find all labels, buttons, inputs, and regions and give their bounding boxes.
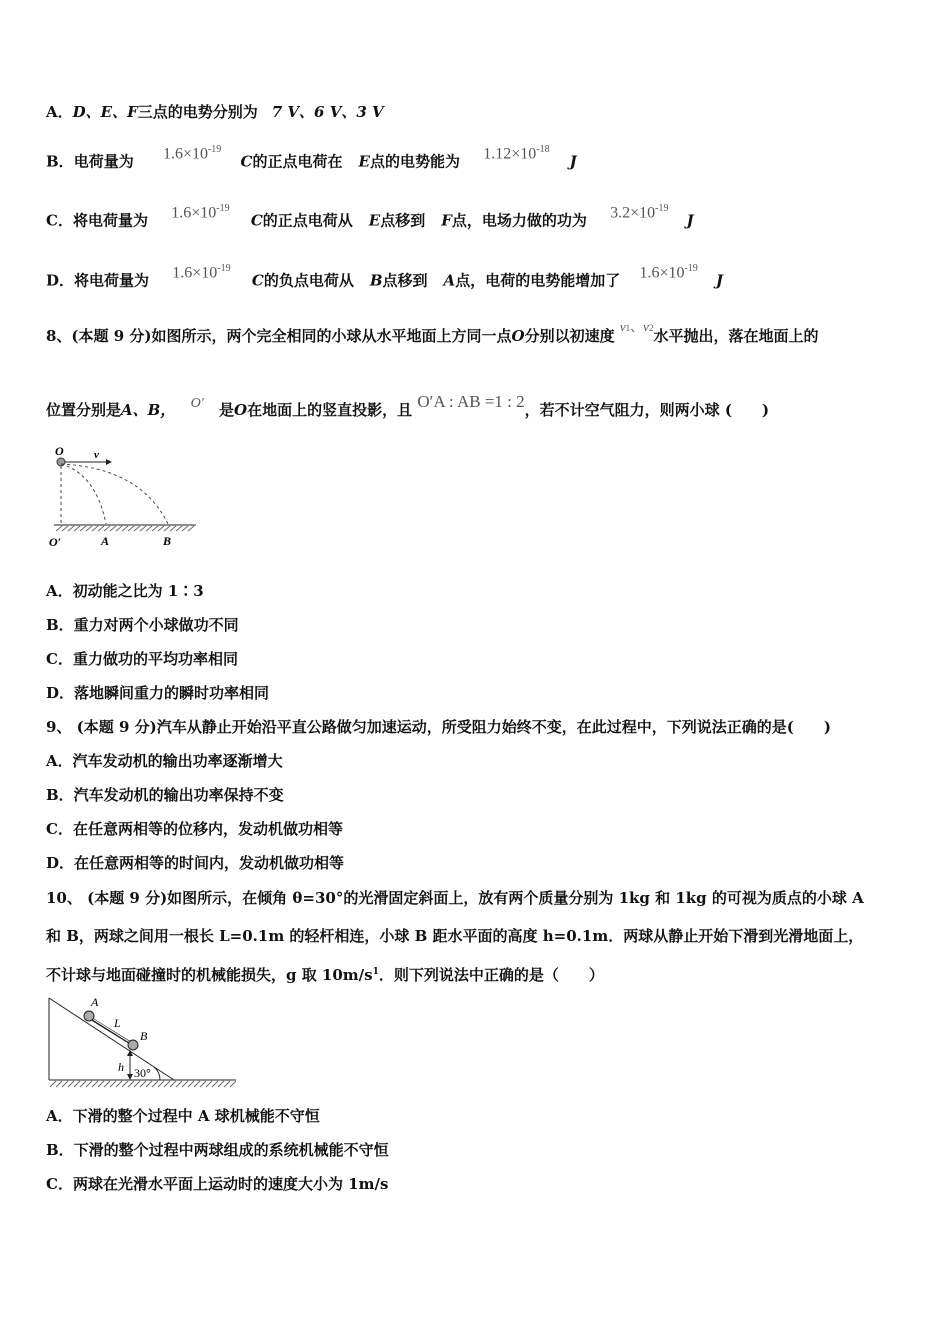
charge-value: $1.6\times 10^{-19}$: [162, 144, 222, 163]
label-ball-b: B: [140, 1029, 148, 1043]
q7-option-d: D．将电荷量为 $1.6\times 10^{-19}$ C的负点电荷从 B点移到 A点，电荷的电势能增加了 $1.6\times 10^{-19}J$: [46, 267, 723, 291]
label-angle: 30°: [134, 1066, 151, 1080]
charge-value: $1.6\times 10^{-19}$: [171, 203, 230, 222]
q9-stem: 9、 (本题 9 分)汽车从静止开始沿平直公路做匀加速运动，所受阻力始终不变，在此过程中，下列说法正确的是( ): [46, 718, 831, 736]
q8-option-b: B．重力对两个小球做功不同: [46, 616, 239, 634]
q10-option-c: C．两球在光滑水平面上运动时的速度大小为 1m/s: [46, 1175, 389, 1193]
ratio-expression: O′A : AB =1 : 2: [417, 392, 525, 411]
label-height-h: h: [118, 1060, 124, 1074]
velocity-arrowhead: [106, 459, 112, 465]
label-b: B: [163, 534, 172, 548]
v2-symbol: v2: [643, 319, 654, 334]
trajectory-a: [61, 464, 106, 524]
v1-symbol: v1: [619, 319, 631, 334]
label-v: v: [94, 449, 99, 461]
label-o-prime: O′: [49, 535, 62, 549]
trajectory-b: [61, 464, 168, 524]
work-value: $3.2\times 10^{-19}$: [610, 203, 669, 222]
label-rod-l: L: [114, 1016, 121, 1030]
label-o: O: [55, 444, 64, 458]
q9-option-c: C．在任意两相等的位移内，发动机做功相等: [46, 820, 343, 838]
q7-option-b: B．电荷量为 $1.6\times 10^{-19}$ C的正点电荷在 E点的电势能为 $1.12\times 10^{-18}J$: [46, 148, 577, 172]
q10-stem-line2: 和 B，两球之间用一根长 L=0.1m 的轻杆相连，小球 B 距水平面的高度 h=0.1m．两球从静止开始下滑到光滑地面上，: [46, 927, 864, 945]
q9-option-d: D．在任意两相等的时间内，发动机做功相等: [46, 854, 345, 872]
q10-option-a: A．下滑的整个过程中 A 球机械能不守恒: [46, 1107, 320, 1125]
q9-option-a: A．汽车发动机的输出功率逐渐增大: [46, 752, 283, 770]
energy-value: $1.12\times 10^{-18}$: [483, 144, 550, 163]
q9-option-b: B．汽车发动机的输出功率保持不变: [46, 786, 284, 804]
ball-a: [84, 1011, 94, 1021]
label-a: A: [101, 534, 110, 548]
q10-stem-line1: 10、 (本题 9 分)如图所示，在倾角 θ=30°的光滑固定斜面上，放有两个质量分别为 1kg 和 1kg 的可视为质点的小球 A: [46, 889, 864, 907]
q7-option-c: C．将电荷量为 $1.6\times 10^{-19}$ C的正点电荷从 E点移到 F点，电场力做的功为 $3.2\times 10^{-19}J$: [46, 207, 694, 231]
q7-option-a: A．D、E、F三点的电势分别为 7 V、6 V、3 V: [46, 103, 384, 121]
q10-stem-line3: 不计球与地面碰撞时的机械能损失，g 取 $10m/s^1$．则下列说法中正确的是（ ）: [46, 966, 604, 984]
ground-hatch: [56, 526, 194, 531]
q8-stem-line2: 位置分别是A、B， O′ 是O在地面上的竖直投影，且 O′A : AB =1 : 2，若不计空气阻力，则两小球 ( ): [46, 392, 770, 419]
q10-option-b: B．下滑的整个过程中两球组成的系统机械能不守恒: [46, 1141, 389, 1159]
charge-value: $1.6\times 10^{-19}$: [172, 263, 231, 282]
ball-b: [128, 1040, 138, 1050]
height-arrow-down: [127, 1074, 133, 1080]
incline-figure: [46, 992, 240, 1092]
q8-stem-line1: 8、(本题 9 分)如图所示，两个完全相同的小球从水平地面上方同一点O分别以初速度 v1、v2水平抛出，落在地面上的: [46, 319, 819, 345]
q8-option-a: A．初动能之比为 1∶3: [46, 582, 204, 600]
q8-option-d: D．落地瞬间重力的瞬时功率相同: [46, 684, 270, 702]
projectile-figure: [46, 442, 200, 552]
o-prime-symbol: O′: [190, 396, 204, 411]
energy-increase-value: $1.6\times 10^{-19}$: [639, 263, 698, 282]
q8-option-c: C．重力做功的平均功率相同: [46, 650, 238, 668]
label-ball-a: A: [91, 995, 99, 1009]
floor-hatch: [50, 1081, 236, 1087]
